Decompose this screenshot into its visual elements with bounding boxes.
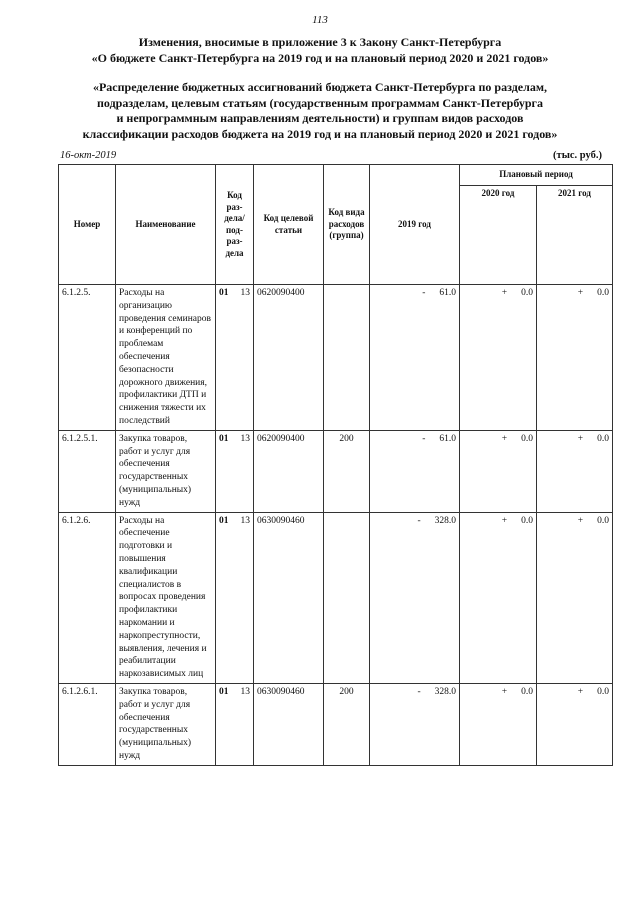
caption-line-1: «Распределение бюджетных ассигнований бюджета Санкт-Петербурга по разделам, xyxy=(92,80,548,94)
table-row xyxy=(59,430,613,512)
row-name: Расходы на обеспечение подготовки и повышения квалификации специалистов в вопросах проведения профилактики наркомании и наркопреступности, выявления, лечения и реабилитации наркозависимых лиц xyxy=(116,512,216,683)
document-title xyxy=(20,34,620,66)
row-value-2021 xyxy=(537,683,613,765)
row-number: 6.1.2.5. xyxy=(59,285,116,431)
section-code: 01 xyxy=(219,686,229,697)
row-target-code: 0630090460 xyxy=(254,683,324,765)
units-label: (тыс. руб.) xyxy=(553,150,602,161)
page-number: 113 xyxy=(312,14,328,26)
row-value-2020 xyxy=(460,285,537,431)
section-code: 01 xyxy=(219,288,229,298)
row-expense-type: 200 xyxy=(324,430,370,512)
row-target-code: 0620090400 xyxy=(254,285,324,431)
title-line-1: Изменения, вносимые в приложение 3 к Закону Санкт-Петербурга xyxy=(138,35,502,49)
value-2021: 0.0 xyxy=(597,288,609,298)
sign-2021: + xyxy=(577,288,584,298)
row-section-code xyxy=(216,285,254,431)
value-2020: 0.0 xyxy=(521,433,533,444)
row-name: Закупка товаров, работ и услуг для обеспечения государственных (муниципальных) нужд xyxy=(116,683,216,765)
value-2019: 328.0 xyxy=(434,515,456,526)
row-value-2020 xyxy=(460,683,537,765)
row-value-2021 xyxy=(537,512,613,683)
row-name: Расходы на организацию проведения семинаров и конференций по проблемам обеспечения безопасности дорожного движения, профилактики ДТП и снижения тяжести их последствий xyxy=(116,285,216,431)
section-code: 01 xyxy=(219,433,229,444)
row-value-2021 xyxy=(537,430,613,512)
value-2021: 0.0 xyxy=(597,515,609,526)
row-target-code: 0630090460 xyxy=(254,512,324,683)
sign-2019: - xyxy=(417,686,421,697)
row-value-2019 xyxy=(370,285,460,431)
value-2019: 328.0 xyxy=(434,686,456,697)
sign-2021: + xyxy=(577,433,584,444)
value-2020: 0.0 xyxy=(521,515,533,526)
sign-2020: + xyxy=(501,686,508,697)
row-number: 6.1.2.5.1. xyxy=(59,430,116,512)
table-row xyxy=(59,512,613,683)
subsection-code: 13 xyxy=(240,288,250,298)
row-value-2021 xyxy=(537,285,613,431)
row-number: 6.1.2.6. xyxy=(59,512,116,683)
header-year-2020: 2020 год xyxy=(460,186,537,285)
table-caption xyxy=(20,80,620,142)
header-planned-period: Плановый период xyxy=(460,165,613,186)
value-2020: 0.0 xyxy=(521,686,533,697)
row-target-code: 0620090400 xyxy=(254,430,324,512)
row-section-code xyxy=(216,512,254,683)
header-year-2021: 2021 год xyxy=(537,186,613,285)
value-2019: 61.0 xyxy=(439,288,456,298)
value-2021: 0.0 xyxy=(597,686,609,697)
sign-2019: - xyxy=(417,515,421,526)
row-value-2019 xyxy=(370,512,460,683)
subsection-code: 13 xyxy=(240,433,250,444)
row-section-code xyxy=(216,430,254,512)
header-expense-type-code: Код вида расходов (группа) xyxy=(324,165,370,285)
header-target-code: Код целевой статьи xyxy=(254,165,324,285)
row-expense-type xyxy=(324,512,370,683)
row-value-2020 xyxy=(460,512,537,683)
sign-2020: + xyxy=(501,515,508,526)
table-row xyxy=(59,285,613,431)
subsection-code: 13 xyxy=(240,515,250,526)
header-year-2019: 2019 год xyxy=(370,165,460,285)
row-section-code xyxy=(216,683,254,765)
sign-2021: + xyxy=(577,515,584,526)
caption-line-4: классификации расходов бюджета на 2019 год и на плановый период 2020 и 2021 годов» xyxy=(82,126,558,141)
caption-line-3: и непрограммным направлениям деятельности) и группам видов расходов xyxy=(116,111,524,125)
row-value-2019 xyxy=(370,430,460,512)
document-date: 16-окт-2019 xyxy=(60,150,117,161)
table-row xyxy=(59,683,613,765)
section-code: 01 xyxy=(219,515,229,526)
row-value-2019 xyxy=(370,683,460,765)
row-expense-type: 200 xyxy=(324,683,370,765)
header-number: Номер xyxy=(59,165,116,285)
header-name: Наименование xyxy=(116,165,216,285)
row-number: 6.1.2.6.1. xyxy=(59,683,116,765)
sign-2020: + xyxy=(501,433,508,444)
title-line-2: «О бюджете Санкт-Петербурга на 2019 год и на плановый период 2020 и 2021 годов» xyxy=(91,51,549,65)
sign-2020: + xyxy=(501,288,508,298)
sign-2021: + xyxy=(577,686,584,697)
budget-table xyxy=(58,164,613,766)
caption-line-2: подразделам, целевым статьям (государственным программам Санкт-Петербурга xyxy=(97,95,543,110)
sign-2019: - xyxy=(422,288,426,298)
row-name: Закупка товаров, работ и услуг для обеспечения государственных (муниципальных) нужд xyxy=(116,430,216,512)
row-expense-type xyxy=(324,285,370,431)
value-2020: 0.0 xyxy=(521,288,533,298)
sign-2019: - xyxy=(422,433,426,444)
header-section-code: Код раз- дела/ под- раз- дела xyxy=(216,165,254,285)
subsection-code: 13 xyxy=(240,686,250,697)
row-value-2020 xyxy=(460,430,537,512)
value-2021: 0.0 xyxy=(597,433,609,444)
value-2019: 61.0 xyxy=(439,433,456,444)
